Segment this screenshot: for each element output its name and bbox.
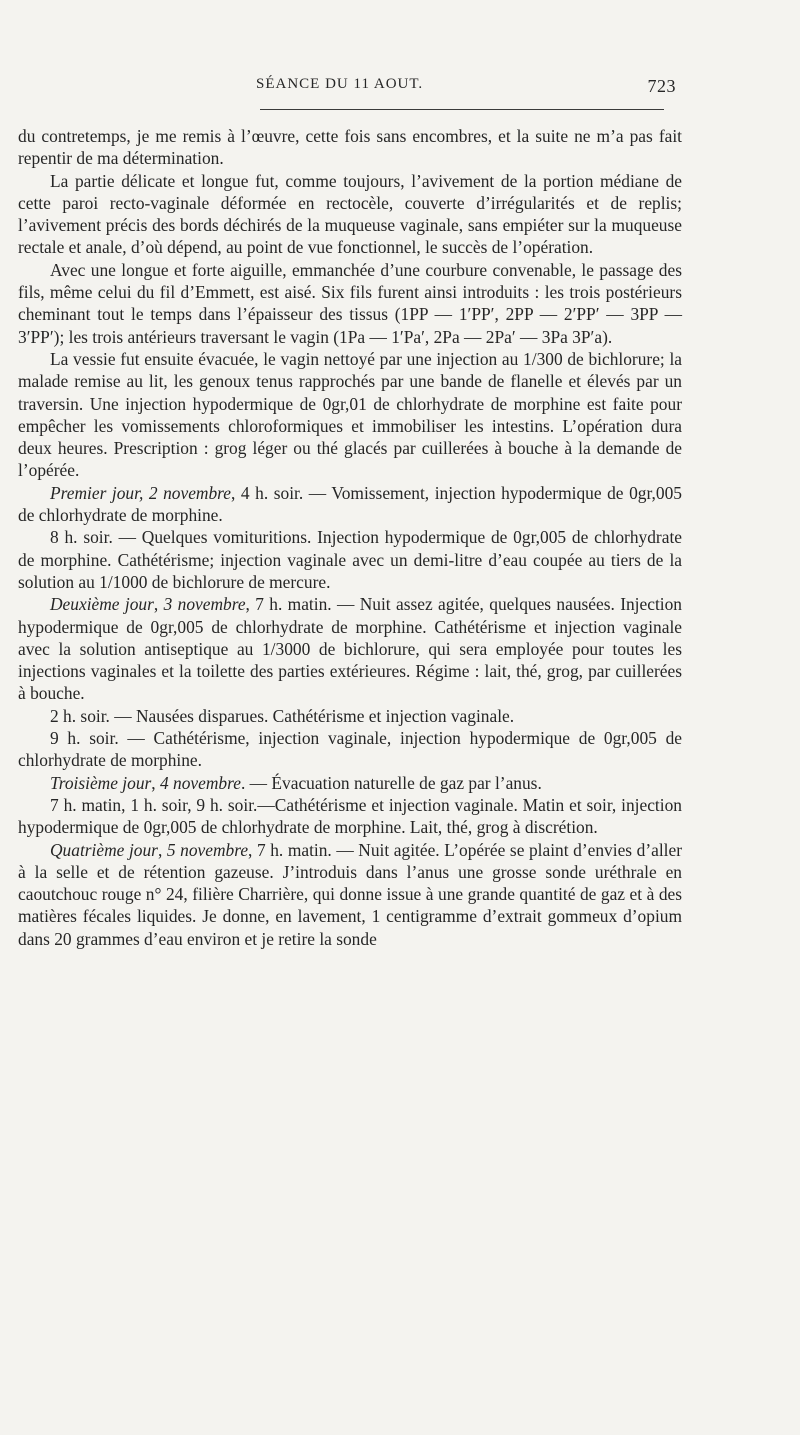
italic-text: Deuxième jour [50,594,154,615]
paragraph [18,348,682,482]
paragraph-text: , [151,772,160,793]
paragraph-text: 8 h. soir. — Quelques vomituritions. Injection hypodermique de 0gr,005 de chlorhydrate de morphine. Cathétérisme; injection vaginale avec un demi-litre d’eau coupée au tiers de la solution au 1/1000 de bichlorure de mercure. [18,527,682,592]
paragraph-text: 7 h. matin, 1 h. soir, 9 h. soir.—Cathétérisme et injection vaginale. Matin et soir, injection hypodermique de 0gr,005 de chlorhydrate de morphine. Lait, thé, grog à discrétion. [18,794,682,838]
italic-text: Premier jour, 2 novembre [50,482,232,503]
paragraph-text: La vessie fut ensuite évacuée, le vagin nettoyé par une injection au 1/300 de bichlorure; la malade remise au lit, les genoux tenus rapprochés par une bande de flanelle et élevés par un traversin. Une injection hypodermique de 0gr,01 de chlorhydrate de morphine est faite pour empêcher les vomissements chloroformiques et immobiliser les intestins. L’opération dura deux heures. Prescription : grog léger ou thé glacés par cuillerées à bouche à la demande de l’opérée. [18,348,682,481]
italic-text: 5 novembre [166,839,249,860]
italic-text: 3 novembre [163,594,246,615]
paragraph-text: 2 h. soir. — Nausées disparues. Cathétérisme et injection vaginale. [50,705,515,726]
paragraph-text: , [157,839,167,860]
paragraph [18,125,682,170]
paragraph [18,593,682,704]
paragraph [18,727,682,772]
italic-text: 4 novembre [160,772,241,793]
paragraph-text: . — Évacuation naturelle de gaz par l’anus. [240,772,542,793]
running-title: SÉANCE DU 11 AOUT. [256,76,424,92]
paragraph [18,705,682,727]
paragraph [18,772,682,794]
body-text [18,125,682,950]
paragraph-text: du contretemps, je me remis à l’œuvre, cette fois sans encombres, et la suite ne m’a pas fait repentir de ma détermination. [18,126,682,169]
paragraph [18,794,682,839]
header-rule [260,109,664,110]
paragraph [18,526,682,593]
paragraph-text: , 7 h. matin. — Nuit agitée. L’opérée se plaint d’envies d’aller à la selle et de rétention gazeuse. J’introduis dans l’anus une grosse sonde uréthrale en caoutchouc rouge n° 24, filière Charrière, qui donne issue à une grande quantité de gaz et à des matières fécales liquides. Je donne, en lavement, 1 centigramme d’extrait gommeux d’opium dans 20 grammes d’eau environ et je retire la sonde [18,839,683,949]
paragraph-text: La partie délicate et longue fut, comme toujours, l’avivement de la portion médiane de cette paroi recto-vaginale déformée en rectocèle, couverte d’irrégularités et de replis; l’avivement précis des bords déchirés de la muqueuse vaginale, sans empiéter sur la muqueuse rectale et anale, d’où dépend, au point de vue fonctionnel, le succès de l’opération. [18,170,682,258]
paragraph-text: 9 h. soir. — Cathétérisme, injection vaginale, injection hypodermique de 0gr,005 de chlorhydrate de morphine. [18,728,682,771]
page-number: 723 [647,76,676,96]
paragraph [18,259,682,348]
paragraph-text: , 7 h. matin. — Nuit assez agitée, quelques nausées. Injection hypodermique de 0gr,005 de chlorhydrate de morphine. Cathétérisme et injection vaginale avec la solution antiseptique au 1/3000 de bichlorure, qui sera employée pour toutes les injections vaginales et la toilette des parties extérieures. Régime : lait, thé, grog, par cuillerées à bouche. [18,594,683,704]
italic-text: Troisième jour [50,772,152,793]
italic-text: Quatrième jour [50,839,158,860]
paragraph-text: Avec une longue et forte aiguille, emmanchée d’une courbure convenable, le passage des fils, même celui du fil d’Emmett, est aisé. Six fils furent ainsi introduits : les trois postérieurs cheminant tout le temps dans l’épaisseur des tissus (1PP — 1′PP′, 2PP — 2′PP′ — 3PP — 3′PP′); les trois antérieurs traversant le vagin (1Pa — 1′Pa′, 2Pa — 2Pa′ — 3Pa 3P′a). [18,259,682,347]
paragraph [18,482,682,527]
paragraph [18,839,682,950]
paragraph-text: , [153,594,164,615]
paragraph [18,170,682,259]
page-header [256,76,676,100]
paragraph-text: , 4 h. soir. — Vomissement, injection hypodermique de 0gr,005 de chlorhydrate de morphine. [18,482,682,526]
